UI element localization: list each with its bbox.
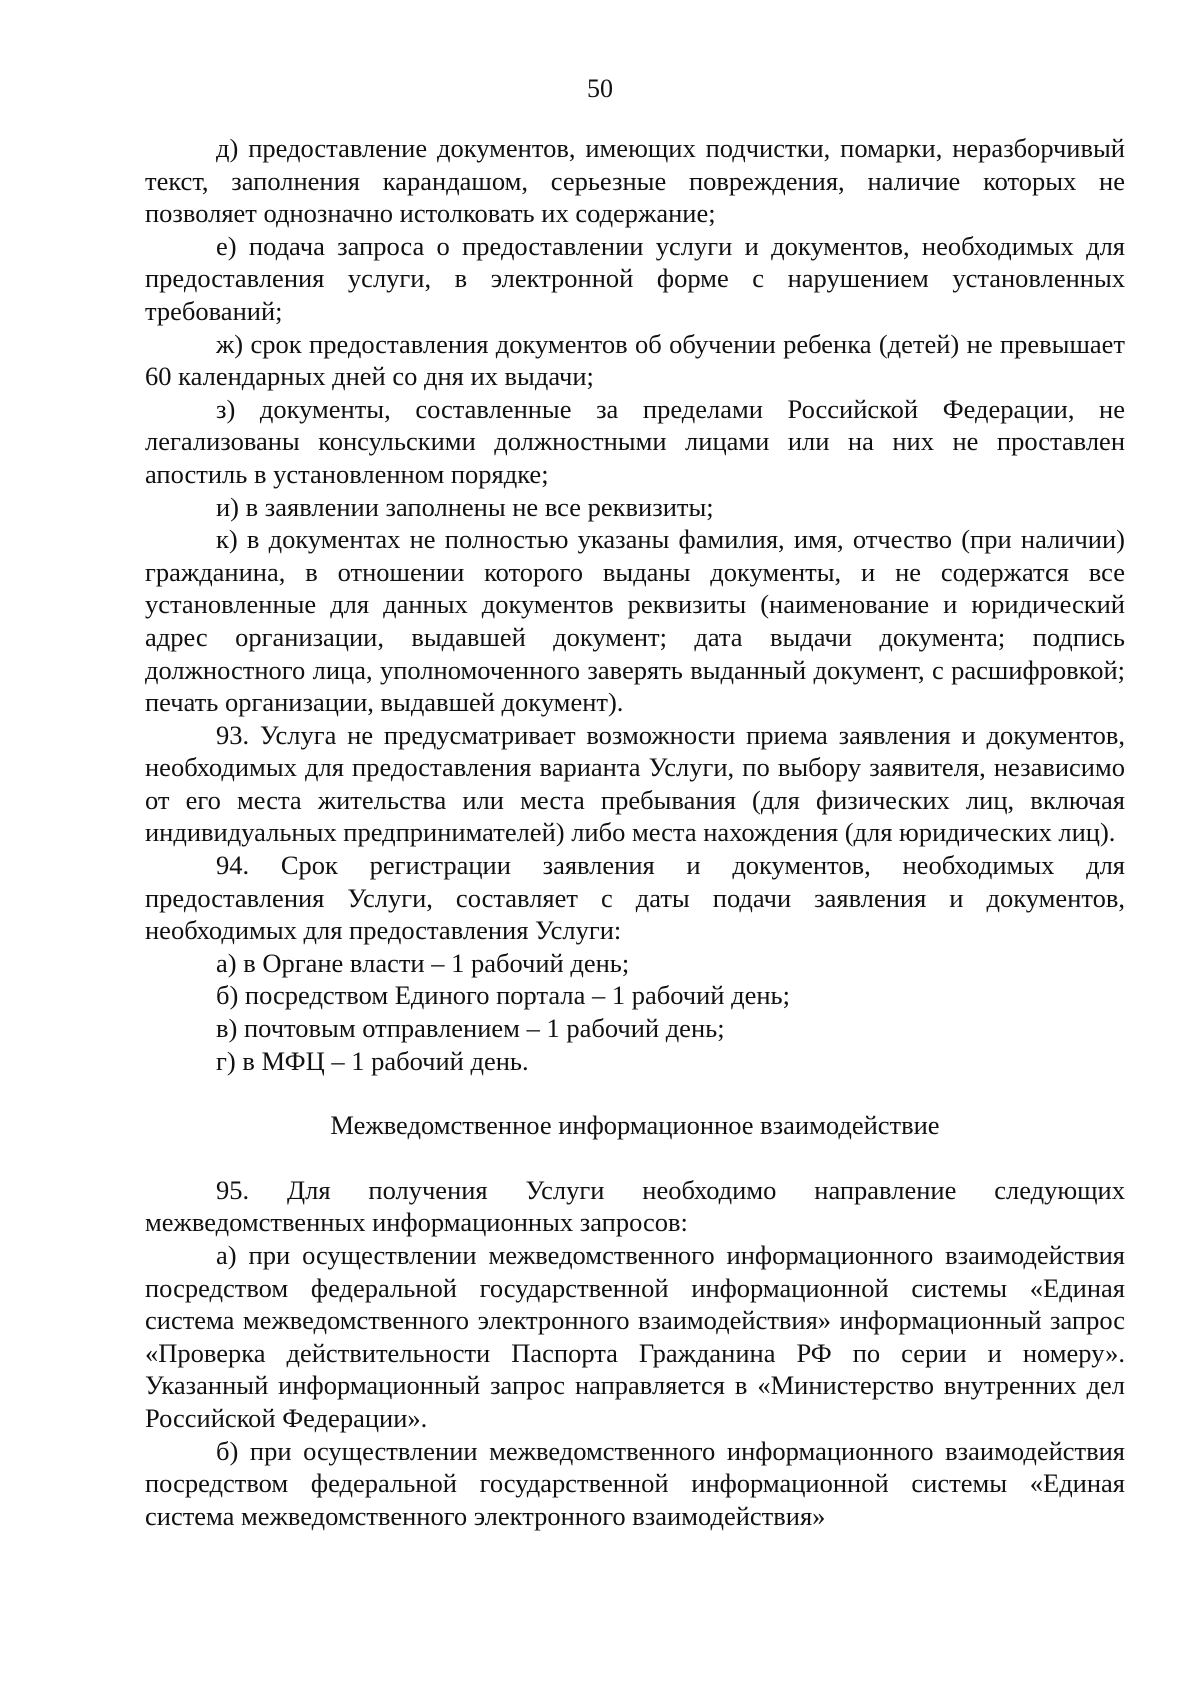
paragraph-e: е) подача запроса о предоставлении услуги и документов, необходимых для предоставления услуги, в электронной форме с нарушением установленных требований; xyxy=(145,230,1125,326)
paragraph-95-b: б) при осуществлении межведомственного информационного взаимодействия посредством федеральной государственной информационной системы «Единая система межведомственного электронного взаимодействия» xyxy=(145,1435,1125,1531)
paragraph-94-g: г) в МФЦ – 1 рабочий день. xyxy=(216,1045,529,1076)
paragraph-d: д) предоставление документов, имеющих подчистки, помарки, неразборчивый текст, заполнения карандашом, серьезные повреждения, наличие которых не позволяет однозначно истолковать их содержание; xyxy=(145,133,1125,229)
paragraph-94-v: в) почтовым отправлением – 1 рабочий день; xyxy=(216,1013,725,1044)
paragraph-zh: ж) срок предоставления документов об обучении ребенка (детей) не превышает 60 календарных дней со дня их выдачи; xyxy=(145,328,1125,392)
paragraph-95-a: а) при осуществлении межведомственного информационного взаимодействия посредством федеральной государственной информационной системы «Единая система межведомственного электронного взаимодействия» информационный запрос «Проверка действительности Паспорта Гражданина РФ по серии и номеру». Указанный информационный запрос направляется в «Министерство внутренних дел Российской Федерации». xyxy=(145,1240,1125,1433)
paragraph-z: з) документы, составленные за пределами Российской Федерации, не легализованы консульскими должностными лицами или на них не проставлен апостиль в установленном порядке; xyxy=(145,393,1125,489)
paragraph-93: 93. Услуга не предусматривает возможности приема заявления и документов, необходимых для предоставления варианта Услуги, по выбору заявителя, независимо от его места жительства или места пребывания (для физических лиц, включая индивидуальных предпринимателей) либо места нахождения (для юридических лиц). xyxy=(145,719,1125,848)
document-body xyxy=(145,132,1125,1532)
section-heading: Межведомственное информационное взаимодействие xyxy=(330,1110,940,1141)
paragraph-94-a: а) в Органе власти – 1 рабочий день; xyxy=(216,947,630,978)
paragraph-i: и) в заявлении заполнены не все реквизиты; xyxy=(216,491,714,522)
paragraph-94: 94. Срок регистрации заявления и документов, необходимых для предоставления Услуги, составляет с даты подачи заявления и документов, необходимых для предоставления Услуги: xyxy=(145,850,1125,946)
page-number: 50 xyxy=(587,74,613,103)
paragraph-95: 95. Для получения Услуги необходимо направление следующих межведомственных информационных запросов: xyxy=(145,1174,1125,1238)
paragraph-94-b: б) посредством Единого портала – 1 рабочий день; xyxy=(216,980,790,1011)
paragraph-k: к) в документах не полностью указаны фамилия, имя, отчество (при наличии) гражданина, в отношении которого выданы документы, и не содержатся все установленные для данных документов реквизиты (наименование и юридический адрес организации, выдавшей документ; дата выдачи документа; подпись должностного лица, уполномоченного заверять выданный документ, с расшифровкой; печать организации, выдавшей документ). xyxy=(145,524,1125,718)
